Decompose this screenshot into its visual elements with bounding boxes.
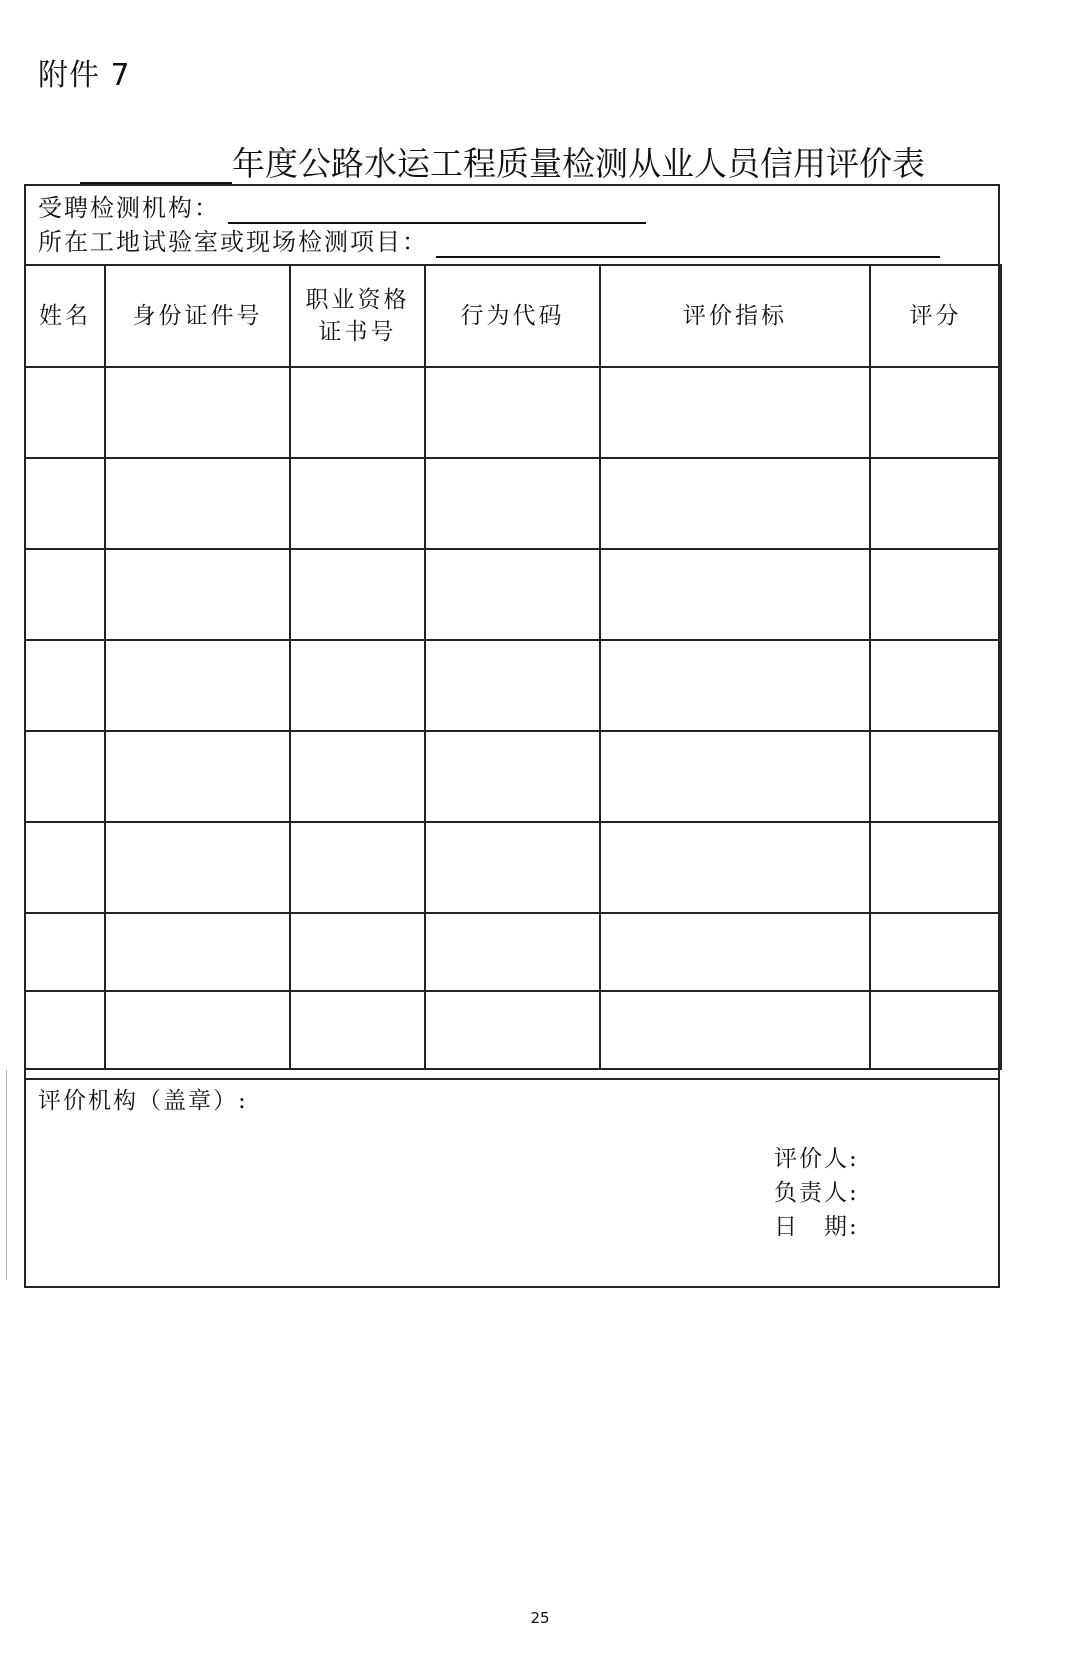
cell-id-number[interactable] [105, 640, 290, 731]
cell-id-number[interactable] [105, 913, 290, 991]
cell-indicator[interactable] [600, 549, 870, 640]
cell-certificate[interactable] [290, 991, 425, 1069]
cell-score[interactable] [870, 913, 1001, 991]
cell-behavior-code[interactable] [425, 822, 600, 913]
responsible-label: 负责人: [774, 1180, 859, 1206]
title-text: 年度公路水运工程质量检测从业人员信用评价表 [232, 144, 925, 183]
cell-indicator[interactable] [600, 991, 870, 1069]
cell-certificate[interactable] [290, 549, 425, 640]
evaluator-label: 评价人: [774, 1146, 859, 1172]
form-title [80, 140, 925, 184]
cell-behavior-code[interactable] [425, 549, 600, 640]
header-score: 评分 [870, 265, 1001, 367]
margin-mark [6, 1070, 7, 1280]
cell-certificate[interactable] [290, 822, 425, 913]
cell-score[interactable] [870, 640, 1001, 731]
table-row [25, 822, 1001, 913]
cell-id-number[interactable] [105, 731, 290, 822]
seal-label: 评价机构（盖章）: [38, 1088, 248, 1114]
table-row [25, 367, 1001, 458]
employer-field[interactable] [228, 194, 646, 224]
cell-indicator[interactable] [600, 913, 870, 991]
table-row [25, 913, 1001, 991]
table-row [25, 991, 1001, 1069]
cell-name[interactable] [25, 458, 105, 549]
header-indicator: 评价指标 [600, 265, 870, 367]
table-row [25, 640, 1001, 731]
cell-behavior-code[interactable] [425, 640, 600, 731]
cell-indicator[interactable] [600, 458, 870, 549]
signature-section [26, 1078, 998, 1284]
header-certificate-line2: 证书号 [318, 319, 397, 345]
cell-id-number[interactable] [105, 822, 290, 913]
header-certificate-line1: 职业资格 [305, 287, 410, 313]
cell-score[interactable] [870, 991, 1001, 1069]
cell-certificate[interactable] [290, 367, 425, 458]
header-behavior-code: 行为代码 [425, 265, 600, 367]
cell-score[interactable] [870, 822, 1001, 913]
table-row [25, 731, 1001, 822]
year-blank[interactable] [80, 146, 232, 184]
page-number: 25 [530, 1609, 550, 1627]
cell-behavior-code[interactable] [425, 991, 600, 1069]
header-certificate [290, 265, 425, 367]
cell-name[interactable] [25, 640, 105, 731]
cell-indicator[interactable] [600, 731, 870, 822]
cell-certificate[interactable] [290, 731, 425, 822]
cell-id-number[interactable] [105, 549, 290, 640]
project-label: 所在工地试验室或现场检测项目： [38, 228, 428, 256]
cell-id-number[interactable] [105, 991, 290, 1069]
table-row [25, 549, 1001, 640]
employer-row [38, 192, 646, 224]
cell-behavior-code[interactable] [425, 731, 600, 822]
cell-indicator[interactable] [600, 367, 870, 458]
table-row [25, 458, 1001, 549]
cell-name[interactable] [25, 367, 105, 458]
sign-fields [774, 1142, 859, 1244]
cell-name[interactable] [25, 549, 105, 640]
cell-id-number[interactable] [105, 367, 290, 458]
employer-label: 受聘检测机构： [38, 194, 220, 222]
evaluation-table [24, 264, 1002, 1070]
cell-score[interactable] [870, 549, 1001, 640]
cell-certificate[interactable] [290, 640, 425, 731]
cell-name[interactable] [25, 731, 105, 822]
header-id-number: 身份证件号 [105, 265, 290, 367]
attachment-label: 附件 7 [38, 58, 131, 93]
cell-score[interactable] [870, 731, 1001, 822]
cell-score[interactable] [870, 458, 1001, 549]
cell-score[interactable] [870, 367, 1001, 458]
table-header-row [25, 265, 1001, 367]
cell-indicator[interactable] [600, 640, 870, 731]
cell-indicator[interactable] [600, 822, 870, 913]
cell-behavior-code[interactable] [425, 913, 600, 991]
cell-certificate[interactable] [290, 458, 425, 549]
cell-id-number[interactable] [105, 458, 290, 549]
cell-behavior-code[interactable] [425, 458, 600, 549]
cell-name[interactable] [25, 913, 105, 991]
cell-certificate[interactable] [290, 913, 425, 991]
cell-name[interactable] [25, 822, 105, 913]
project-row [38, 226, 940, 258]
cell-name[interactable] [25, 991, 105, 1069]
cell-behavior-code[interactable] [425, 367, 600, 458]
date-label: 日 期: [774, 1214, 859, 1240]
evaluation-form [24, 184, 1000, 1288]
project-field[interactable] [436, 228, 940, 258]
header-name: 姓名 [25, 265, 105, 367]
